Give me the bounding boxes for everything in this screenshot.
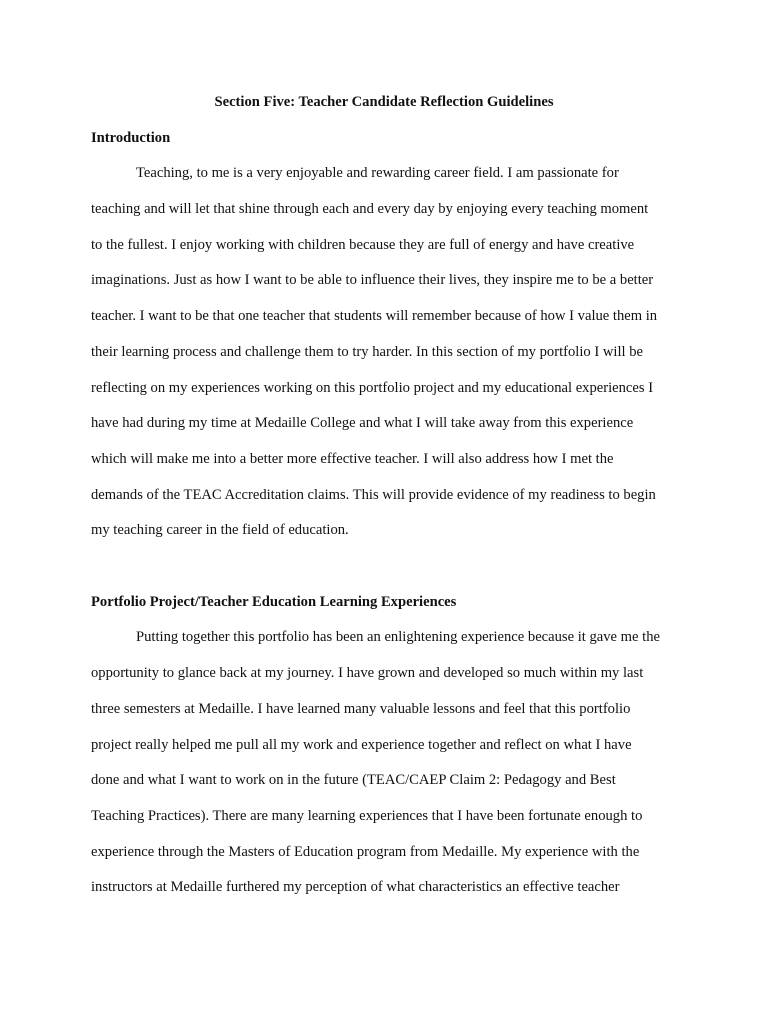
paragraph-line: my teaching career in the field of education. xyxy=(91,522,349,538)
section-heading-introduction: Introduction xyxy=(91,130,171,146)
paragraph-line: experience through the Masters of Education program from Medaille. My experience with the xyxy=(91,844,640,860)
paragraph-line: demands of the TEAC Accreditation claims. This will provide evidence of my readiness to begin xyxy=(91,487,656,503)
paragraph-line: done and what I want to work on in the future (TEAC/CAEP Claim 2: Pedagogy and Best xyxy=(91,772,616,788)
paragraph-line: three semesters at Medaille. I have learned many valuable lessons and feel that this portfolio xyxy=(91,701,631,717)
page-title: Section Five: Teacher Candidate Reflection Guidelines xyxy=(214,94,554,110)
paragraph-line: which will make me into a better more effective teacher. I will also address how I met the xyxy=(91,451,614,467)
paragraph-line: Teaching, to me is a very enjoyable and rewarding career field. I am passionate for xyxy=(136,165,619,181)
paragraph-line: teacher. I want to be that one teacher that students will remember because of how I value them in xyxy=(91,308,658,324)
paragraph-line: to the fullest. I enjoy working with children because they are full of energy and have creative xyxy=(91,237,635,253)
paragraph-line: imaginations. Just as how I want to be able to influence their lives, they inspire me to be a better xyxy=(91,272,654,288)
paragraph-line: instructors at Medaille furthered my perception of what characteristics an effective teacher xyxy=(91,879,620,895)
paragraph-line: opportunity to glance back at my journey. I have grown and developed so much within my last xyxy=(91,665,644,681)
paragraph-line: project really helped me pull all my work and experience together and reflect on what I have xyxy=(91,737,632,753)
paragraph-line: have had during my time at Medaille College and what I will take away from this experience xyxy=(91,415,634,431)
section-heading-portfolio-project: Portfolio Project/Teacher Education Learning Experiences xyxy=(91,594,457,610)
paragraph-line: their learning process and challenge them to try harder. In this section of my portfolio I will be xyxy=(91,344,643,360)
paragraph-line: teaching and will let that shine through each and every day by enjoying every teaching moment xyxy=(91,201,649,217)
paragraph-line: Putting together this portfolio has been an enlightening experience because it gave me the xyxy=(136,629,660,645)
paragraph-line: Teaching Practices). There are many learning experiences that I have been fortunate enough to xyxy=(91,808,643,824)
paragraph-line: reflecting on my experiences working on this portfolio project and my educational experiences I xyxy=(91,380,654,396)
